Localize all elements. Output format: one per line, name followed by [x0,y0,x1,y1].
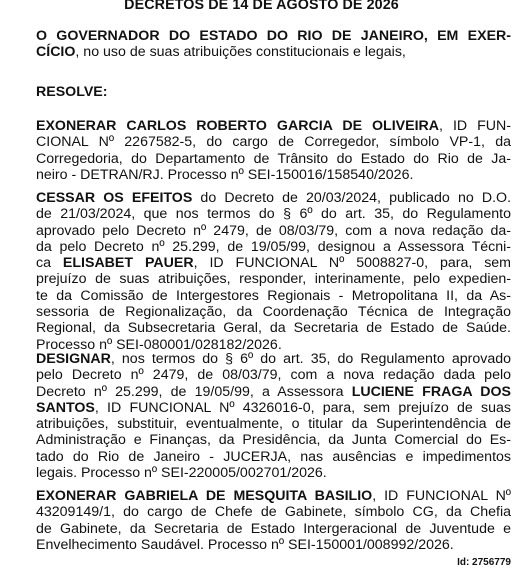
body-text: prejuízo de suas atribuições, responder, interinamente, pelo expedien- [36,271,511,288]
text-line [36,28,511,44]
body-text: do Decreto de 20/03/2024, publicado no D.O. [192,190,512,206]
body-text: sessoria de Regionalização, da Coordenação Técnica de Integração [36,304,511,321]
body-text: legais. Processo nº SEI-220005/002701/2026. [36,465,327,482]
body-text: Administração e Finanças, da Presidência, da Junta Comercial do Es- [36,432,511,449]
decree-cessar-efeitos [36,190,511,353]
text-line [36,206,511,222]
text-line [36,44,511,60]
text-line [36,367,511,383]
text-line [36,351,511,367]
text-line [36,465,511,481]
bold-text: O GOVERNADOR DO ESTADO DO RIO DE JANEIRO, EM EXER- [36,28,511,44]
body-text: de 21/03/2024, que nos termos do § 6º do art. 35, do Regulamento [36,206,511,223]
bold-text: DESIGNAR [36,351,111,367]
text-line [36,320,511,336]
decree-exonerar-carlos [36,118,511,183]
body-text: tado do Rio de Janeiro - JUCERJA, nas ausências e impedimentos [36,448,511,465]
text-line [36,400,511,416]
text-line [36,255,511,271]
body-text: Decreto nº 25.299, de 19/05/99, a Assessora [36,383,352,400]
body-text: aprovado pelo Decreto nº 2479, de 08/03/79, com a nova redação da- [36,222,511,239]
body-text: , ID FUNCIONAL Nº 4326016-0, para, sem prejuízo de suas [94,399,511,416]
text-line [36,118,511,134]
bold-text: ELISABET PAUER [62,255,194,272]
body-text: Envelhecimento Saudável. Processo nº SEI-150001/008992/2026. [36,536,454,553]
body-text: 43209149/1, do cargo de Chefe de Gabinete, símbolo CG, da Chefia [36,504,511,521]
intro-paragraph [36,28,511,61]
text-line [36,239,511,255]
body-text: Corregedoria, do Departamento de Trânsito do Estado do Rio de Ja- [36,150,511,167]
body-text: pelo Decreto nº 2479, de 08/03/79, com a nova redação dada pelo [36,367,511,384]
bold-text: LUCIENE FRAGA DOS [351,383,512,400]
text-line [36,167,511,183]
body-text: , no uso de suas atribuições constitucionais e legais, [75,44,406,61]
bold-text: CESSAR OS EFEITOS [36,190,193,206]
body-text: CIONAL Nº 2267582-5, do cargo de Corregedor, símbolo VP-1, da [36,134,511,151]
text-line [36,271,511,287]
text-line [36,384,511,400]
text-line [36,151,511,167]
page-title: DECRETOS DE 14 DE AGOSTO DE 2026 [124,0,399,13]
body-text: , ID FUN- [439,118,511,134]
body-text: Regional, da Subsecretaria Geral, da Secretaria de Estado de Saúde. [36,320,511,337]
text-line [36,488,511,504]
body-text: da pelo Decreto nº 25.299, de 19/05/99, designou a Assessora Técni- [36,238,511,255]
text-line [36,537,511,553]
text-line [36,134,511,150]
body-text: de Gabinete, da Secretaria de Estado Intergeracional de Juventude e [36,520,511,537]
resolve-heading: RESOLVE: [36,84,108,100]
text-line [36,223,511,239]
text-line [36,504,511,520]
text-line [36,432,511,448]
bold-text: EXONERAR CARLOS ROBERTO GARCIA DE OLIVEIRA [36,118,440,134]
body-text: te da Comissão de Intergestores Regionais - Metropolitana II, da As- [36,287,511,304]
bold-text: SANTOS [36,399,95,416]
text-line [36,190,511,206]
body-text: ca [36,255,63,272]
text-line [36,304,511,320]
text-line [36,521,511,537]
text-line [36,449,511,465]
document-id: Id: 2756779 [457,557,511,568]
body-text: atribuições, substituir, eventualmente, o titular da Superintendência de [36,416,511,433]
text-line [36,416,511,432]
body-text: , ID FUNCIONAL Nº 5008827-0, para, sem [193,255,511,272]
decree-exonerar-gabriela [36,488,511,553]
body-text: Processo nº SEI-080001/028182/2026. [36,336,282,353]
body-text: neiro - DETRAN/RJ. Processo nº SEI-150016/158540/2026. [36,166,414,183]
bold-text: EXONERAR GABRIELA DE MESQUITA BASILIO [36,488,373,504]
decree-designar-luciene [36,351,511,481]
bold-text: CÍCIO [36,44,76,61]
body-text: , nos termos do § 6º do art. 35, do Regulamento aprovado [110,351,511,367]
body-text: , ID FUNCIONAL Nº [372,488,511,504]
text-line [36,288,511,304]
